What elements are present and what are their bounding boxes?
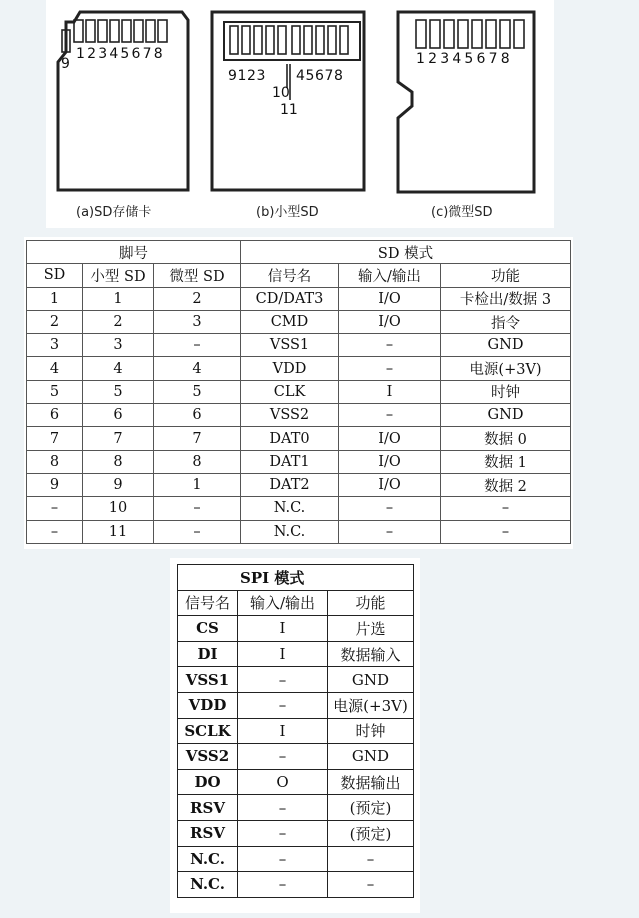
table-cell: – <box>339 334 441 357</box>
table-cell: RSV <box>178 795 238 821</box>
sd-mode-table <box>26 240 571 544</box>
table-cell: VSS2 <box>178 744 238 770</box>
table-row <box>178 692 414 718</box>
table-cell: N.C. <box>178 872 238 898</box>
table-cell: CLK <box>241 380 339 403</box>
table-cell: – <box>339 497 441 520</box>
table-cell: 4 <box>83 357 154 380</box>
table-cell: N.C. <box>241 520 339 543</box>
column-header: 信号名 <box>178 590 238 616</box>
table-cell: 2 <box>154 287 241 310</box>
table-cell: I <box>238 641 328 667</box>
table-cell: – <box>238 692 328 718</box>
table-cell: – <box>328 872 414 898</box>
table-column-header-row <box>27 264 571 287</box>
table-cell: GND <box>441 334 571 357</box>
caption-sd-card: (a)SD存储卡 <box>76 205 152 220</box>
table-cell: 4 <box>27 357 83 380</box>
table-row <box>27 520 571 543</box>
table-row <box>178 616 414 642</box>
table-cell: I/O <box>339 427 441 450</box>
table-cell: – <box>441 520 571 543</box>
table-row <box>178 795 414 821</box>
table-cell: 9 <box>27 473 83 496</box>
table-cell: GND <box>328 667 414 693</box>
table-cell: 9 <box>83 473 154 496</box>
table-cell: I/O <box>339 310 441 333</box>
table-row <box>27 404 571 427</box>
table-row <box>27 357 571 380</box>
table-row <box>27 497 571 520</box>
table-row <box>27 473 571 496</box>
table-cell: – <box>238 744 328 770</box>
table-cell: I/O <box>339 287 441 310</box>
table-cell: 1 <box>83 287 154 310</box>
table-cell: 数据输入 <box>328 641 414 667</box>
table-cell: 5 <box>154 380 241 403</box>
table-cell: – <box>328 846 414 872</box>
table-cell: CD/DAT3 <box>241 287 339 310</box>
sd-table-body <box>27 287 571 543</box>
table-cell: 片选 <box>328 616 414 642</box>
table-cell: 6 <box>154 404 241 427</box>
pin-number-group-header: 脚号 <box>27 241 241 264</box>
table-cell: 10 <box>83 497 154 520</box>
spi-column-header-row <box>178 590 414 616</box>
table-cell: 5 <box>27 380 83 403</box>
table-cell: 5 <box>83 380 154 403</box>
table-cell: 数据 0 <box>441 427 571 450</box>
mini-sd-pin10-label: 10 <box>272 85 290 101</box>
sd-pin-numbers: 12345678 <box>76 46 165 62</box>
sd-card-outline <box>58 12 188 190</box>
table-cell: 时钟 <box>328 718 414 744</box>
table-cell: – <box>339 404 441 427</box>
table-cell: 8 <box>154 450 241 473</box>
table-cell: 3 <box>27 334 83 357</box>
table-cell: VSS1 <box>178 667 238 693</box>
column-header: 输入/输出 <box>238 590 328 616</box>
table-cell: – <box>154 497 241 520</box>
table-cell: 8 <box>83 450 154 473</box>
table-row <box>178 718 414 744</box>
table-cell: 6 <box>83 404 154 427</box>
table-row <box>27 427 571 450</box>
table-cell: 时钟 <box>441 380 571 403</box>
column-header: SD <box>27 264 83 287</box>
table-row <box>178 744 414 770</box>
table-cell: 2 <box>27 310 83 333</box>
table-row <box>178 667 414 693</box>
table-cell: VSS1 <box>241 334 339 357</box>
column-header: 微型 SD <box>154 264 241 287</box>
table-row <box>178 641 414 667</box>
table-group-header-row <box>27 241 571 264</box>
table-cell: N.C. <box>241 497 339 520</box>
table-cell: DAT0 <box>241 427 339 450</box>
table-cell: – <box>238 872 328 898</box>
table-cell: VDD <box>178 692 238 718</box>
table-cell: DI <box>178 641 238 667</box>
table-cell: 4 <box>154 357 241 380</box>
table-cell: DAT2 <box>241 473 339 496</box>
caption-micro-sd: (c)微型SD <box>431 205 493 220</box>
spi-table-title: SPI 模式 <box>178 565 414 591</box>
column-header: 功能 <box>328 590 414 616</box>
table-row <box>178 820 414 846</box>
table-cell: 卡检出/数据 3 <box>441 287 571 310</box>
table-cell: GND <box>441 404 571 427</box>
table-cell: – <box>238 820 328 846</box>
table-cell: – <box>238 795 328 821</box>
table-cell: VDD <box>241 357 339 380</box>
table-cell: – <box>27 497 83 520</box>
table-cell: (预定) <box>328 795 414 821</box>
mini-sd-card-outline <box>212 12 364 190</box>
spi-table-body <box>178 616 414 898</box>
table-cell: SCLK <box>178 718 238 744</box>
table-cell: 电源(+3V) <box>441 357 571 380</box>
table-cell: 电源(+3V) <box>328 692 414 718</box>
column-header: 信号名 <box>241 264 339 287</box>
table-row <box>178 872 414 898</box>
table-cell: VSS2 <box>241 404 339 427</box>
table-row <box>27 334 571 357</box>
table-cell: 1 <box>27 287 83 310</box>
micro-sd-card-contacts <box>416 20 524 48</box>
table-cell: 数据 1 <box>441 450 571 473</box>
table-row <box>27 287 571 310</box>
column-header: 功能 <box>441 264 571 287</box>
table-cell: 3 <box>154 310 241 333</box>
table-cell: CS <box>178 616 238 642</box>
spi-mode-table <box>177 564 414 898</box>
table-cell: 7 <box>27 427 83 450</box>
spi-mode-table-panel <box>170 558 420 913</box>
table-cell: 3 <box>83 334 154 357</box>
table-cell: I <box>238 616 328 642</box>
table-row <box>178 846 414 872</box>
table-cell: – <box>238 667 328 693</box>
table-cell: – <box>154 520 241 543</box>
table-cell: (预定) <box>328 820 414 846</box>
table-cell: 2 <box>83 310 154 333</box>
sd-mode-group-header: SD 模式 <box>241 241 571 264</box>
mini-sd-pin-numbers-left: 9123 <box>228 68 267 84</box>
table-cell: 指令 <box>441 310 571 333</box>
table-cell: N.C. <box>178 846 238 872</box>
table-cell: I <box>238 718 328 744</box>
column-header: 小型 SD <box>83 264 154 287</box>
caption-mini-sd: (b)小型SD <box>256 205 319 220</box>
table-cell: 数据输出 <box>328 769 414 795</box>
table-cell: 数据 2 <box>441 473 571 496</box>
table-cell: – <box>27 520 83 543</box>
table-cell: GND <box>328 744 414 770</box>
sd-card-pinout-figure <box>46 0 554 228</box>
table-cell: O <box>238 769 328 795</box>
table-cell: 8 <box>27 450 83 473</box>
table-cell: 6 <box>27 404 83 427</box>
sd-mode-table-panel <box>24 237 573 549</box>
table-cell: I/O <box>339 473 441 496</box>
table-cell: 1 <box>154 473 241 496</box>
sd-pin9-label: 9 <box>61 56 70 72</box>
table-cell: – <box>339 357 441 380</box>
table-cell: – <box>238 846 328 872</box>
table-cell: – <box>154 334 241 357</box>
table-row <box>27 380 571 403</box>
table-cell: 7 <box>83 427 154 450</box>
table-cell: CMD <box>241 310 339 333</box>
table-cell: I/O <box>339 450 441 473</box>
column-header: 输入/输出 <box>339 264 441 287</box>
spi-title-row <box>178 565 414 591</box>
table-cell: I <box>339 380 441 403</box>
table-cell: DO <box>178 769 238 795</box>
table-cell: 7 <box>154 427 241 450</box>
mini-sd-pin-numbers-right: 45678 <box>296 68 344 84</box>
table-cell: 11 <box>83 520 154 543</box>
table-cell: RSV <box>178 820 238 846</box>
table-cell: DAT1 <box>241 450 339 473</box>
table-row <box>27 450 571 473</box>
micro-sd-pin-numbers: 12345678 <box>416 51 513 67</box>
table-cell: – <box>441 497 571 520</box>
table-row <box>178 769 414 795</box>
mini-sd-pin11-label: 11 <box>280 102 298 118</box>
table-cell: – <box>339 520 441 543</box>
table-row <box>27 310 571 333</box>
card-drawings <box>46 0 554 228</box>
